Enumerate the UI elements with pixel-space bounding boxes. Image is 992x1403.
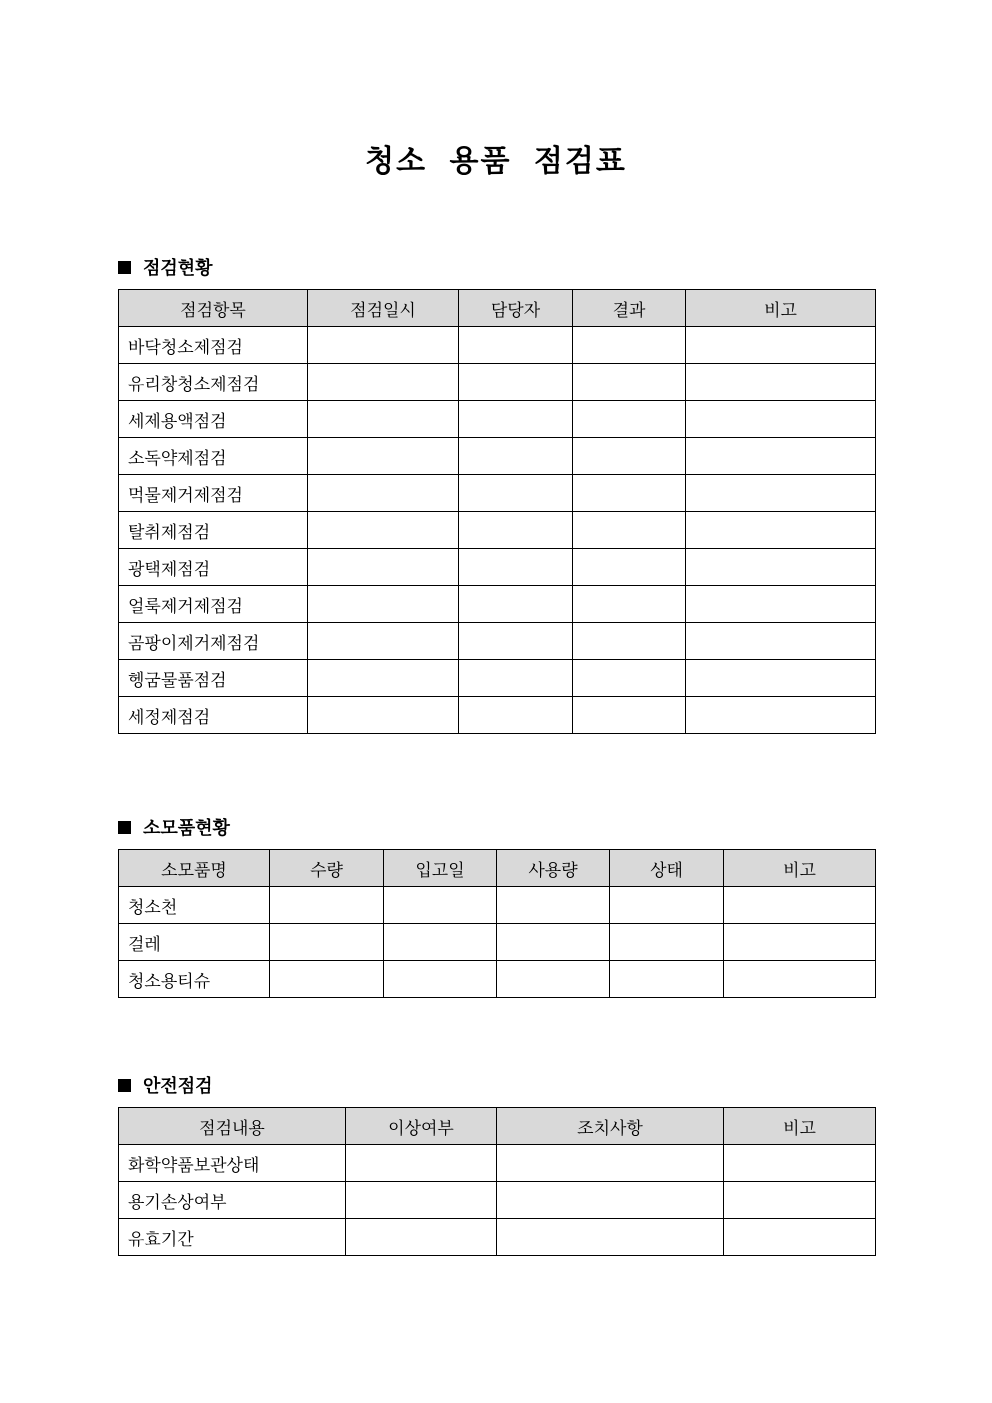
column-header: 소모품명	[119, 850, 270, 887]
table-cell[interactable]	[308, 549, 459, 586]
table-cell[interactable]	[686, 438, 876, 475]
table-row	[119, 924, 876, 961]
section-heading-label: 점검현황	[143, 258, 213, 279]
safety-inspection-table	[118, 1107, 876, 1256]
table-cell[interactable]	[686, 401, 876, 438]
table-row	[119, 623, 876, 660]
table-cell[interactable]	[573, 364, 686, 401]
table-cell[interactable]	[270, 887, 384, 924]
table-cell[interactable]	[573, 438, 686, 475]
table-cell[interactable]	[459, 660, 573, 697]
table-cell[interactable]	[459, 697, 573, 734]
table-cell[interactable]	[497, 924, 610, 961]
page-title: 청소 용품 점검표	[365, 144, 627, 179]
consumables-status-table	[118, 849, 876, 998]
table-cell[interactable]	[308, 438, 459, 475]
table-cell[interactable]	[573, 401, 686, 438]
table-row	[119, 961, 876, 998]
section-heading-inspection-status	[118, 254, 213, 280]
table-cell[interactable]	[573, 512, 686, 549]
table-row	[119, 438, 876, 475]
table-cell[interactable]	[497, 887, 610, 924]
table-cell[interactable]	[308, 660, 459, 697]
table-cell[interactable]	[573, 549, 686, 586]
row-label: 먹물제거제점검	[119, 475, 308, 512]
table-cell[interactable]	[686, 475, 876, 512]
row-label: 유효기간	[119, 1219, 346, 1256]
table-cell[interactable]	[686, 549, 876, 586]
table-cell[interactable]	[573, 697, 686, 734]
table-cell[interactable]	[724, 1145, 876, 1182]
row-label: 곰팡이제거제점검	[119, 623, 308, 660]
column-header: 점검내용	[119, 1108, 346, 1145]
column-header: 조치사항	[497, 1108, 724, 1145]
table-row	[119, 475, 876, 512]
row-label: 용기손상여부	[119, 1182, 346, 1219]
table-cell[interactable]	[686, 512, 876, 549]
column-header: 결과	[573, 290, 686, 327]
row-label: 세정제점검	[119, 697, 308, 734]
table-cell[interactable]	[459, 327, 573, 364]
table-cell[interactable]	[459, 549, 573, 586]
table-cell[interactable]	[610, 961, 724, 998]
row-label: 청소용티슈	[119, 961, 270, 998]
table-cell[interactable]	[459, 512, 573, 549]
table-cell[interactable]	[308, 364, 459, 401]
table-header-row	[119, 850, 876, 887]
table-row	[119, 512, 876, 549]
table-row	[119, 327, 876, 364]
table-cell[interactable]	[497, 1182, 724, 1219]
table-cell[interactable]	[610, 887, 724, 924]
table-cell[interactable]	[384, 887, 497, 924]
table-cell[interactable]	[497, 961, 610, 998]
table-cell[interactable]	[573, 660, 686, 697]
table-cell[interactable]	[724, 887, 876, 924]
row-label: 얼룩제거제점검	[119, 586, 308, 623]
column-header: 수량	[270, 850, 384, 887]
table-cell[interactable]	[459, 364, 573, 401]
column-header: 비고	[724, 1108, 876, 1145]
table-cell[interactable]	[686, 327, 876, 364]
table-cell[interactable]	[724, 961, 876, 998]
table-cell[interactable]	[459, 586, 573, 623]
table-header-row	[119, 1108, 876, 1145]
table-row	[119, 364, 876, 401]
table-cell[interactable]	[308, 586, 459, 623]
section-heading-safety-inspection	[118, 1072, 213, 1098]
section-heading-consumables-status	[118, 814, 230, 840]
table-cell[interactable]	[724, 924, 876, 961]
table-cell[interactable]	[459, 438, 573, 475]
table-cell[interactable]	[724, 1219, 876, 1256]
table-cell[interactable]	[686, 660, 876, 697]
table-cell[interactable]	[573, 586, 686, 623]
table-cell[interactable]	[459, 401, 573, 438]
table-cell[interactable]	[724, 1182, 876, 1219]
square-bullet-icon	[118, 261, 131, 274]
table-cell[interactable]	[686, 623, 876, 660]
table-cell[interactable]	[573, 623, 686, 660]
table-cell[interactable]	[384, 924, 497, 961]
row-label: 탈취제점검	[119, 512, 308, 549]
row-label: 유리창청소제점검	[119, 364, 308, 401]
table-cell[interactable]	[573, 475, 686, 512]
table-cell[interactable]	[270, 961, 384, 998]
column-header: 비고	[724, 850, 876, 887]
table-cell[interactable]	[573, 327, 686, 364]
table-cell[interactable]	[346, 1145, 497, 1182]
table-row	[119, 697, 876, 734]
table-cell[interactable]	[308, 401, 459, 438]
column-header: 점검항목	[119, 290, 308, 327]
column-header: 사용량	[497, 850, 610, 887]
table-cell[interactable]	[686, 586, 876, 623]
column-header: 점검일시	[308, 290, 459, 327]
table-cell[interactable]	[308, 623, 459, 660]
table-row	[119, 660, 876, 697]
table-cell[interactable]	[459, 475, 573, 512]
table-cell[interactable]	[308, 512, 459, 549]
section-heading-label: 소모품현황	[143, 818, 230, 839]
column-header: 입고일	[384, 850, 497, 887]
table-row	[119, 586, 876, 623]
table-cell[interactable]	[308, 327, 459, 364]
table-row	[119, 1182, 876, 1219]
row-label: 화학약품보관상태	[119, 1145, 346, 1182]
table-cell[interactable]	[346, 1219, 497, 1256]
table-cell[interactable]	[459, 623, 573, 660]
row-label: 헹굼물품점검	[119, 660, 308, 697]
column-header: 상태	[610, 850, 724, 887]
table-cell[interactable]	[610, 924, 724, 961]
table-header-row	[119, 290, 876, 327]
section-heading-label: 안전점검	[143, 1076, 213, 1097]
table-cell[interactable]	[686, 697, 876, 734]
table-cell[interactable]	[686, 364, 876, 401]
row-label: 광택제점검	[119, 549, 308, 586]
table-row	[119, 1219, 876, 1256]
table-cell[interactable]	[308, 697, 459, 734]
table-cell[interactable]	[308, 475, 459, 512]
table-cell[interactable]	[497, 1219, 724, 1256]
table-cell[interactable]	[384, 961, 497, 998]
table-row	[119, 401, 876, 438]
column-header: 이상여부	[346, 1108, 497, 1145]
table-cell[interactable]	[497, 1145, 724, 1182]
square-bullet-icon	[118, 821, 131, 834]
table-cell[interactable]	[346, 1182, 497, 1219]
table-row	[119, 887, 876, 924]
column-header: 담당자	[459, 290, 573, 327]
row-label: 소독약제점검	[119, 438, 308, 475]
column-header: 비고	[686, 290, 876, 327]
row-label: 청소천	[119, 887, 270, 924]
row-label: 바닥청소제점검	[119, 327, 308, 364]
table-cell[interactable]	[270, 924, 384, 961]
square-bullet-icon	[118, 1079, 131, 1092]
table-row	[119, 549, 876, 586]
row-label: 세제용액점검	[119, 401, 308, 438]
inspection-status-table	[118, 289, 876, 734]
table-row	[119, 1145, 876, 1182]
row-label: 걸레	[119, 924, 270, 961]
